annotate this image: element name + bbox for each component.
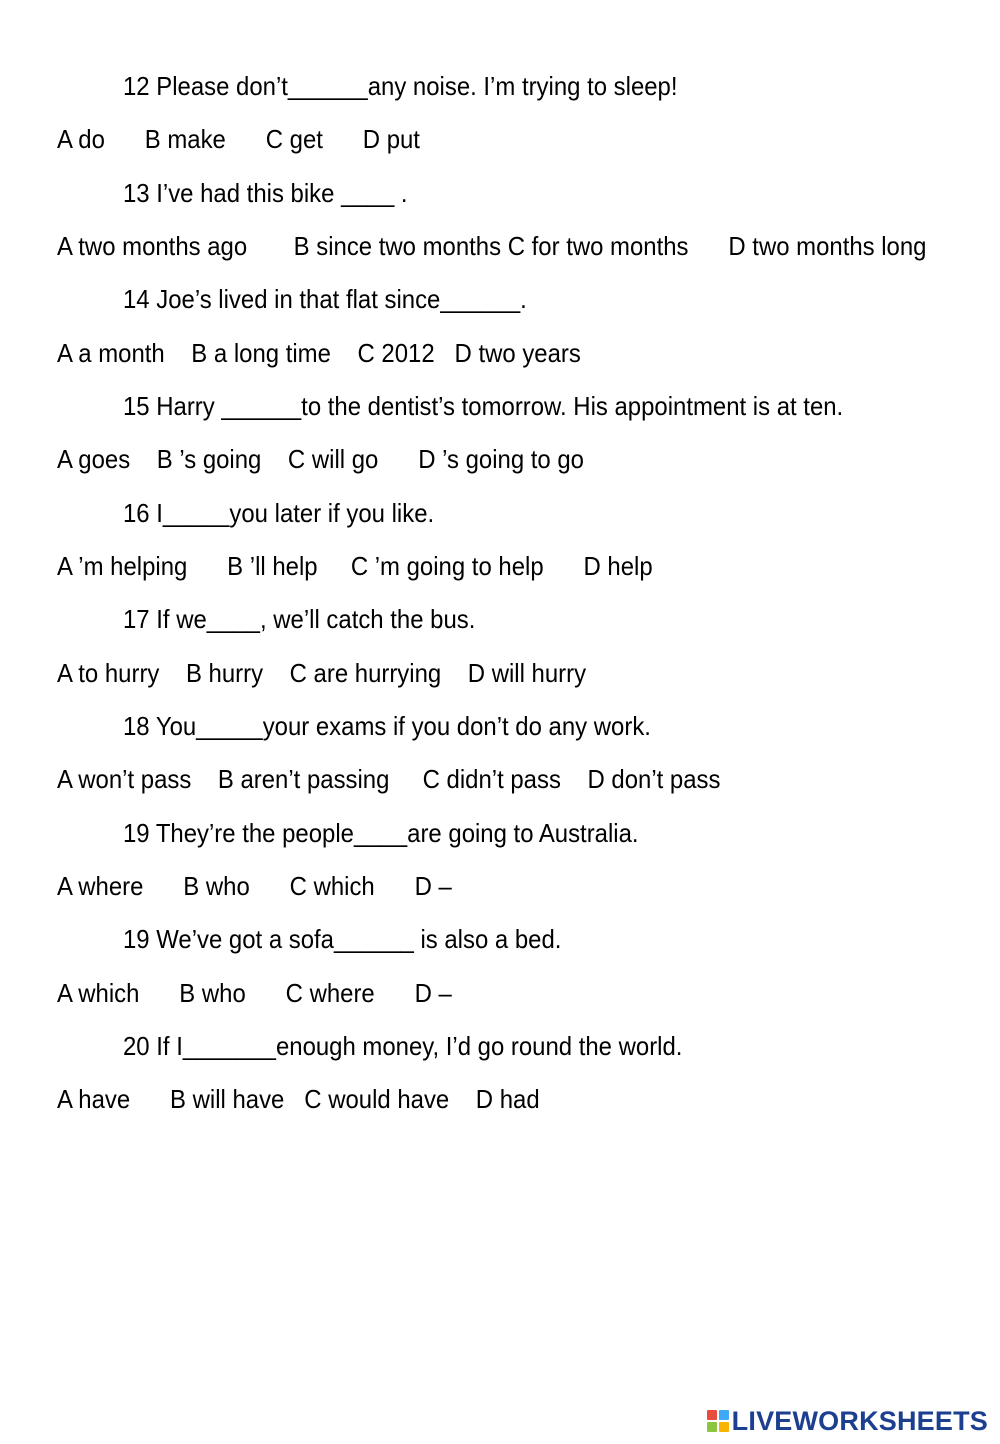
question-12: 12 Please don’t______any noise. I’m trying to sleep!: [123, 71, 678, 101]
question-19a: 19 They’re the people____are going to Australia.: [123, 818, 639, 848]
question-17: 17 If we____, we’ll catch the bus.: [123, 604, 476, 634]
question-18: 18 You_____your exams if you don’t do any work.: [123, 711, 651, 741]
options-14: A a month B a long time C 2012 D two years: [57, 338, 581, 368]
question-13: 13 I’ve had this bike ____ .: [123, 178, 408, 208]
liveworksheets-logo: [707, 1406, 988, 1436]
options-20: A have B will have C would have D had: [57, 1084, 540, 1114]
question-20: 20 If I_______enough money, I’d go round the world.: [123, 1031, 683, 1061]
options-18: A won’t pass B aren’t passing C didn’t pass D don’t pass: [57, 764, 721, 794]
options-13: A two months ago B since two months C for two months D two months long: [57, 231, 927, 261]
options-12: A do B make C get D put: [57, 124, 420, 154]
options-19b: A which B who C where D –: [57, 978, 452, 1008]
options-19a: A where B who C which D –: [57, 871, 452, 901]
options-15: A goes B ’s going C will go D ’s going to go: [57, 444, 584, 474]
logo-text: LIVEWORKSHEETS: [731, 1405, 988, 1436]
liveworksheets-logo-icon: [707, 1410, 729, 1432]
question-19b: 19 We’ve got a sofa______ is also a bed.: [123, 924, 562, 954]
options-17: A to hurry B hurry C are hurrying D will hurry: [57, 658, 587, 688]
question-14: 14 Joe’s lived in that flat since______.: [123, 284, 527, 314]
options-16: A ’m helping B ’ll help C ’m going to help D help: [57, 551, 653, 581]
question-15: 15 Harry ______to the dentist’s tomorrow. His appointment is at ten.: [123, 391, 844, 421]
question-16: 16 I_____you later if you like.: [123, 498, 435, 528]
